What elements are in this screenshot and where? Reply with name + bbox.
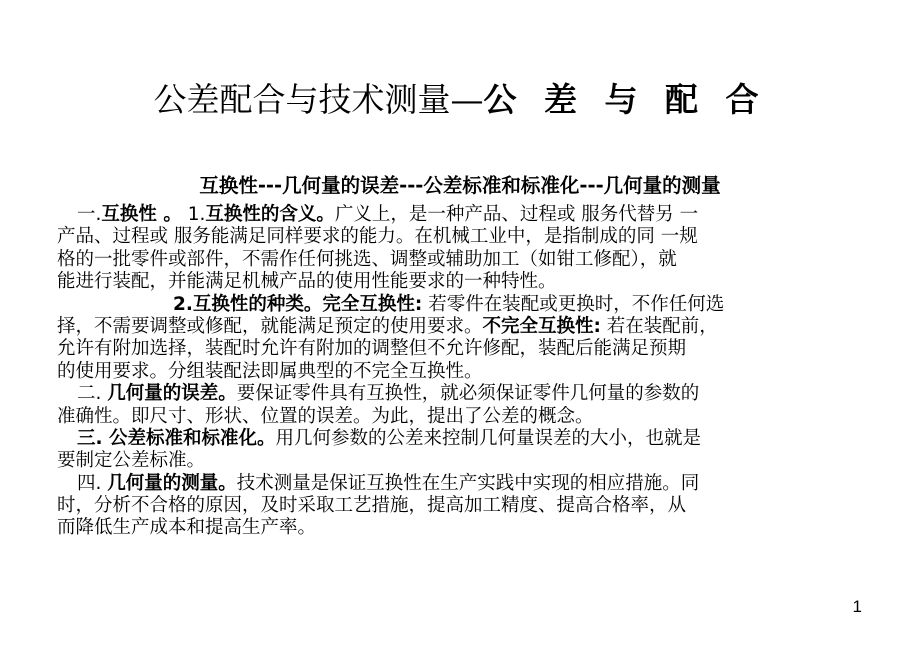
text-line <box>57 316 857 338</box>
text-line <box>57 428 857 450</box>
slide-title-emphasis: 公 差 与 配 合 <box>483 80 767 119</box>
section-heading: 几何量的测量。 <box>107 472 237 494</box>
slide-subtitle: 互换性---几何量的误差---公差标准和标准化---几何量的测量 <box>199 174 721 197</box>
term-heading: 不完全互换性: <box>482 315 601 337</box>
text-line: 要制定公差标准。 <box>57 450 206 472</box>
section-number: 一. <box>77 204 102 225</box>
slide-title-main: 公差配合与技术测量— <box>153 80 484 119</box>
slide-title <box>0 78 920 122</box>
section-heading: 互换性 。 <box>101 204 182 225</box>
text-line <box>57 473 857 495</box>
paragraph-text: 广义上，是一种产品、过程或 服务代替另 一 <box>334 204 699 225</box>
subsection-number: 1. <box>181 204 206 225</box>
page-number: 1 <box>852 597 862 616</box>
body-text <box>57 204 857 540</box>
subsection-heading: 互换性的含义。 <box>205 204 335 225</box>
text-line: 的使用要求。分组装配法即属典型的不完全互换性。 <box>57 360 483 382</box>
section-heading: 几何量的误差。 <box>107 383 237 405</box>
paragraph-text: 若在装配前， <box>600 315 718 337</box>
text-line: 产品、过程或 服务能满足同样要求的能力。在机械工业中，是指制成的同 一规 <box>57 226 698 248</box>
text-line <box>57 204 857 226</box>
text-line: 而降低生产成本和提高生产率。 <box>57 517 317 539</box>
text-line: 能进行装配，并能满足机械产品的使用性能要求的一种特性。 <box>57 271 557 293</box>
section-heading: 三. 公差标准和标准化。 <box>77 427 276 449</box>
text-line <box>57 294 857 316</box>
section-number: 四. <box>77 472 108 494</box>
text-line: 时，分析不合格的原因，及时采取工艺措施，提高加工精度、提高合格率，从 <box>57 495 687 517</box>
paragraph-text: 择，不需要调整或修配，就能满足预定的使用要求。 <box>57 315 483 337</box>
text-line: 格的一批零件或部件，不需作任何挑选、调整或辅助加工（如钳工修配），就 <box>57 248 677 270</box>
text-line: 允许有附加选择，装配时允许有附加的调整但不允许修配，装配后能满足预期 <box>57 338 687 360</box>
paragraph-text: 若零件在装配或更换时，不作任何选 <box>422 293 725 315</box>
subsection-heading: 2.互换性的种类。完全互换性: <box>173 293 423 315</box>
text-line: 准确性。即尺寸、形状、位置的误差。为此，提出了公差的概念。 <box>57 405 594 427</box>
paragraph-text: 用几何参数的公差来控制几何量误差的大小，也就是 <box>275 427 701 449</box>
text-line <box>57 383 857 405</box>
section-number: 二. <box>77 383 108 405</box>
paragraph-text: 要保证零件具有互换性，就必须保证零件几何量的参数的 <box>236 383 700 405</box>
paragraph-text: 技术测量是保证互换性在生产实践中实现的相应措施。同 <box>236 472 700 494</box>
